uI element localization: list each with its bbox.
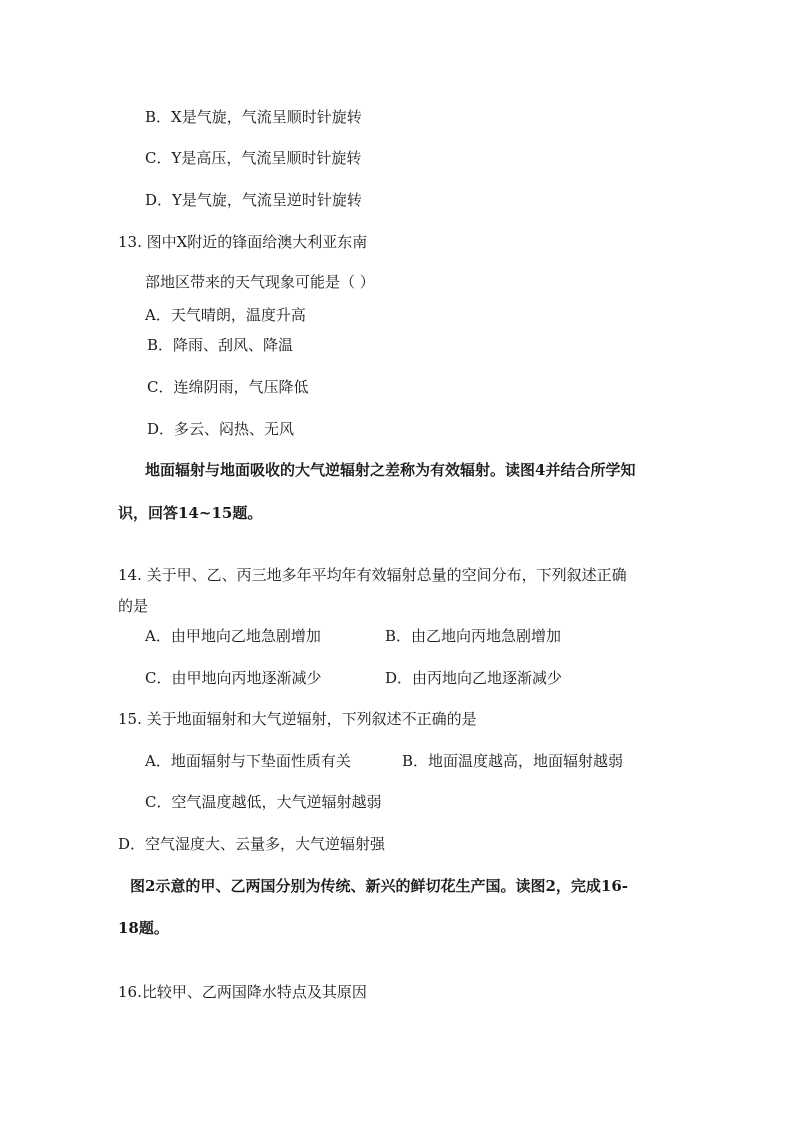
q15-option-d: D．空气湿度大、云量多，大气逆辐射强 [118,835,386,853]
q14-option-b: B．由乙地向丙地急剧增加 [385,627,562,645]
q14-option-d: D．由丙地向乙地逐渐减少 [385,669,563,687]
q14-stem-line2: 的是 [118,597,149,615]
q14-stem-line1: 14. 关于甲、乙、丙三地多年平均年有效辐射总量的空间分布，下列叙述正确 [118,566,627,584]
q16-stem: 16.比较甲、乙两国降水特点及其原因 [118,983,367,1001]
q13-option-d: D．多云、闷热、无风 [147,420,295,438]
q15-stem: 15. 关于地面辐射和大气逆辐射，下列叙述不正确的是 [118,710,477,728]
intro-16-18-line2: 18题。 [118,919,169,937]
q13-option-c: C．连绵阴雨，气压降低 [147,378,309,396]
q12-option-d: D．Y是气旋，气流呈逆时针旋转 [145,191,362,209]
q13-stem-line2: 部地区带来的天气现象可能是（ ） [145,273,375,291]
q15-option-c: C．空气温度越低，大气逆辐射越弱 [145,793,382,811]
q13-stem-line1: 13. 图中X附近的锋面给澳大利亚东南 [118,233,368,251]
q15-option-b: B．地面温度越高，地面辐射越弱 [402,752,624,770]
intro-16-18-line1: 图2示意的甲、乙两国分别为传统、新兴的鲜切花生产国。读图2，完成16- [130,877,628,895]
q12-option-b: B．X是气旋，气流呈顺时针旋转 [145,108,362,126]
q13-option-a: A．天气晴朗，温度升高 [145,306,306,324]
q14-option-c: C．由甲地向丙地逐渐减少 [145,669,322,687]
q14-option-a: A．由甲地向乙地急剧增加 [145,627,321,645]
q15-option-a: A．地面辐射与下垫面性质有关 [145,752,351,770]
q12-option-c: C．Y是高压，气流呈顺时针旋转 [145,149,362,167]
intro-14-15-line1: 地面辐射与地面吸收的大气逆辐射之差称为有效辐射。读图4并结合所学知 [145,461,636,479]
intro-14-15-line2: 识，回答14~15题。 [118,504,263,522]
q13-option-b: B．降雨、刮风、降温 [147,336,294,354]
